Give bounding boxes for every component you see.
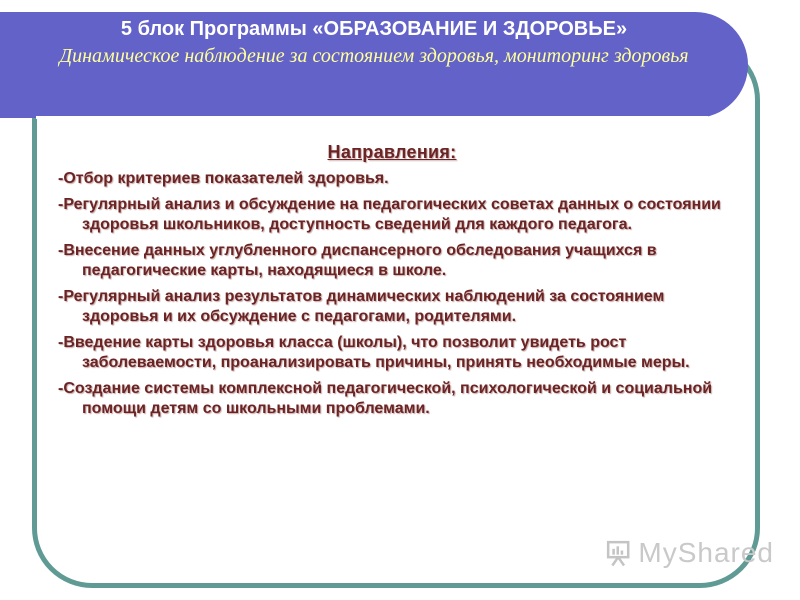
slide-subtitle: Динамическое наблюдение за состоянием здоровья, мониторинг здоровья [59,45,689,67]
directions-heading: Направления: [327,142,457,162]
direction-item: -Введение карты здоровья класса (школы), что позволит увидеть рост заболеваемости, проанализировать причины, принять необходимые меры. [58,334,690,371]
direction-item: -Создание системы комплексной педагогической, психологической и социальной помощи детям со школьными проблемами. [58,380,713,417]
direction-item: -Регулярный анализ и обсуждение на педагогических советах данных о состоянии здоровья школьников, доступность сведений для каждого педагога. [58,196,721,233]
watermark-text: MyShared [638,537,774,568]
myshared-watermark [604,536,774,570]
direction-item: -Отбор критериев показателей здоровья. [58,170,389,187]
directions-section [58,142,726,425]
presentation-board-icon [604,536,632,570]
direction-item: -Внесение данных углубленного диспансерного обследования учащихся в педагогические карты, находящиеся в школе. [58,242,657,279]
direction-item: -Регулярный анализ результатов динамических наблюдений за состоянием здоровья и их обсуждение с педагогами, родителями. [58,288,665,325]
title-banner [0,12,748,118]
title-divider [36,116,708,119]
slide-title: 5 блок Программы «ОБРАЗОВАНИЕ И ЗДОРОВЬЕ» [120,18,628,40]
